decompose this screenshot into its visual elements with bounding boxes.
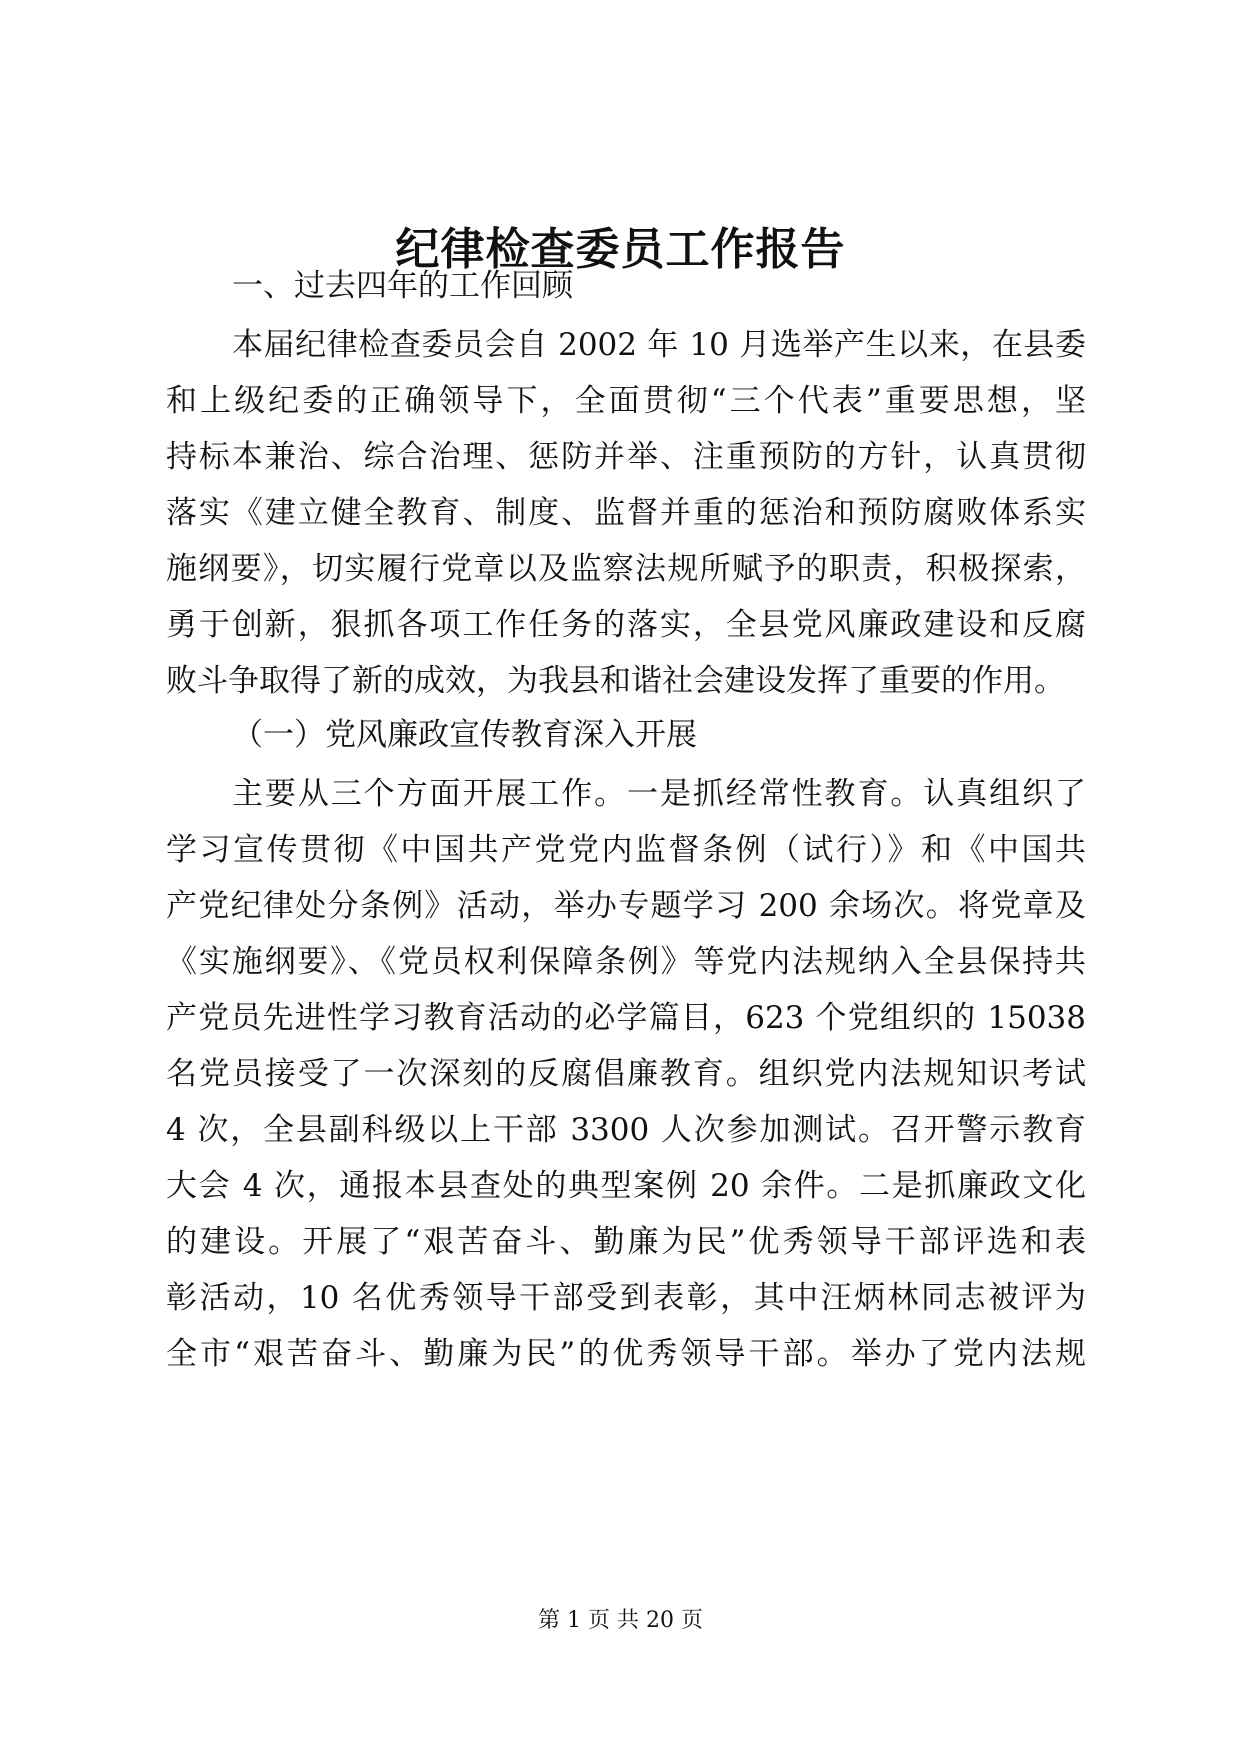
paragraph-line: 持标本兼治、综合治理、惩防并举、注重预防的方针，认真贯彻 (166, 439, 1086, 475)
paragraph-line: 落实《建立健全教育、制度、监督并重的惩治和预防腐败体系实 (166, 495, 1086, 531)
paragraph-line: 的建设。开展了“艰苦奋斗、勤廉为民”优秀领导干部评选和表 (166, 1224, 1086, 1260)
paragraph-line: 学习宣传贯彻《中国共产党党内监督条例（试行）》和《中国共 (166, 832, 1086, 868)
paragraph-line: 施纲要》，切实履行党章以及监察法规所赋予的职责，积极探索， (166, 551, 1086, 587)
paragraph-line: 名党员接受了一次深刻的反腐倡廉教育。组织党内法规知识考试 (166, 1056, 1086, 1092)
document-title: 纪律检查委员工作报告 (395, 224, 846, 275)
section-heading: 一、过去四年的工作回顾 (232, 268, 573, 304)
page-footer: 第 1 页 共 20 页 (538, 1608, 703, 1633)
paragraph-line: 本届纪律检查委员会自 2002 年 10 月选举产生以来，在县委 (232, 327, 1086, 363)
paragraph-line: 4 次，全县副科级以上干部 3300 人次参加测试。召开警示教育 (166, 1112, 1086, 1148)
paragraph-line: 全市“艰苦奋斗、勤廉为民”的优秀领导干部。举办了党内法规 (166, 1336, 1086, 1372)
paragraph-line: 彰活动，10 名优秀领导干部受到表彰，其中汪炳林同志被评为 (166, 1280, 1086, 1316)
paragraph-line: 产党纪律处分条例》活动，举办专题学习 200 余场次。将党章及 (166, 888, 1086, 924)
paragraph-line: 大会 4 次，通报本县查处的典型案例 20 余件。二是抓廉政文化 (166, 1168, 1086, 1204)
paragraph-line: 勇于创新，狠抓各项工作任务的落实，全县党风廉政建设和反腐 (166, 607, 1086, 643)
paragraph-line: 败斗争取得了新的成效，为我县和谐社会建设发挥了重要的作用。 (166, 663, 1065, 699)
subsection-heading: （一）党风廉政宣传教育深入开展 (232, 717, 697, 753)
paragraph-line: 《实施纲要》、《党员权利保障条例》等党内法规纳入全县保持共 (166, 944, 1086, 980)
paragraph-line: 主要从三个方面开展工作。一是抓经常性教育。认真组织了 (232, 776, 1086, 812)
paragraph-line: 产党员先进性学习教育活动的必学篇目，623 个党组织的 15038 (166, 1000, 1086, 1036)
paragraph-line: 和上级纪委的正确领导下，全面贯彻“三个代表”重要思想，坚 (166, 383, 1086, 419)
